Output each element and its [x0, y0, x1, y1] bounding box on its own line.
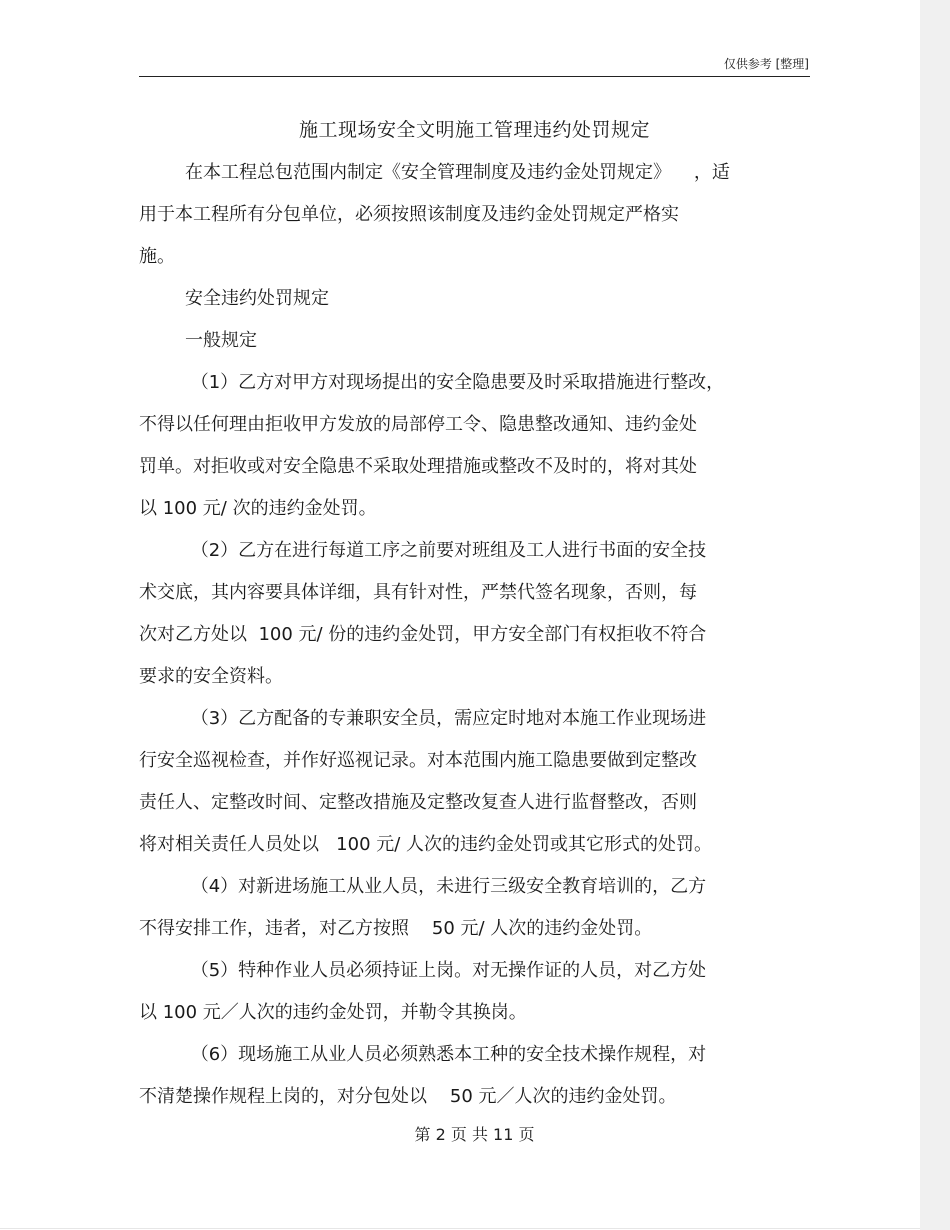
text-line: 次对乙方处以 100 元/ 份的违约金处罚，甲方安全部门有权拒收不符合	[139, 624, 707, 645]
text-line: 不清楚操作规程上岗的，对分包处以 50 元／人次的违约金处罚。	[139, 1086, 677, 1107]
clause-4	[139, 866, 810, 950]
text-line: （6）现场施工从业人员必须熟悉本工种的安全技术操作规程，对	[185, 1044, 707, 1065]
clause-1	[139, 362, 810, 530]
text-line: 术交底，其内容要具体详细，具有针对性，严禁代签名现象，否则，每	[139, 582, 697, 603]
text-line: 一般规定	[185, 330, 257, 351]
paragraph-intro	[139, 152, 810, 278]
text-line: 不得以任何理由拒收甲方发放的局部停工令、隐患整改通知、违约金处	[139, 414, 697, 435]
text-line: （4）对新进场施工从业人员，未进行三级安全教育培训的，乙方	[185, 876, 707, 897]
text-line: 以 100 元／人次的违约金处罚，并勒令其换岗。	[139, 1002, 527, 1023]
text-line: （1）乙方对甲方对现场提出的安全隐患要及时采取措施进行整改，	[185, 372, 725, 393]
clause-2	[139, 530, 810, 698]
text-line: 在本工程总包范围内制定《安全管理制度及违约金处罚规定》 ，适	[185, 162, 730, 183]
document-body	[139, 152, 810, 1118]
text-line: 不得安排工作，违者，对乙方按照 50 元/ 人次的违约金处罚。	[139, 918, 653, 939]
section-heading	[139, 278, 810, 320]
text-line: 罚单。对拒收或对安全隐患不采取处理措施或整改不及时的，将对其处	[139, 456, 697, 477]
text-line: 要求的安全资料。	[139, 666, 283, 687]
text-line: 行安全巡视检查，并作好巡视记录。对本范围内施工隐患要做到定整改	[139, 750, 697, 771]
text-line: 施。	[139, 246, 175, 267]
text-line: 以 100 元/ 次的违约金处罚。	[139, 498, 377, 519]
text-line: 责任人、定整改时间、定整改措施及定整改复查人进行监督整改，否则	[139, 792, 697, 813]
page-number-footer: 第 2 页 共 11 页	[414, 1125, 535, 1144]
text-line: （5）特种作业人员必须持证上岗。对无操作证的人员，对乙方处	[185, 960, 707, 981]
text-line: （3）乙方配备的专兼职安全员，需应定时地对本施工作业现场进	[185, 708, 707, 729]
header-rule	[139, 76, 810, 77]
text-line: 将对相关责任人员处以 100 元/ 人次的违约金处罚或其它形式的处罚。	[139, 834, 713, 855]
document-title: 施工现场安全文明施工管理违约处罚规定	[298, 119, 650, 141]
text-line: 安全违约处罚规定	[185, 288, 329, 309]
clause-6	[139, 1034, 810, 1118]
clause-5	[139, 950, 810, 1034]
subsection-heading	[139, 320, 810, 362]
header-note: 仅供参考 [整理]	[723, 57, 809, 71]
clause-3	[139, 698, 810, 866]
viewer-margin	[920, 0, 950, 1230]
text-line: 用于本工程所有分包单位，必须按照该制度及违约金处罚规定严格实	[139, 204, 679, 225]
text-line: （2）乙方在进行每道工序之前要对班组及工人进行书面的安全技	[185, 540, 707, 561]
